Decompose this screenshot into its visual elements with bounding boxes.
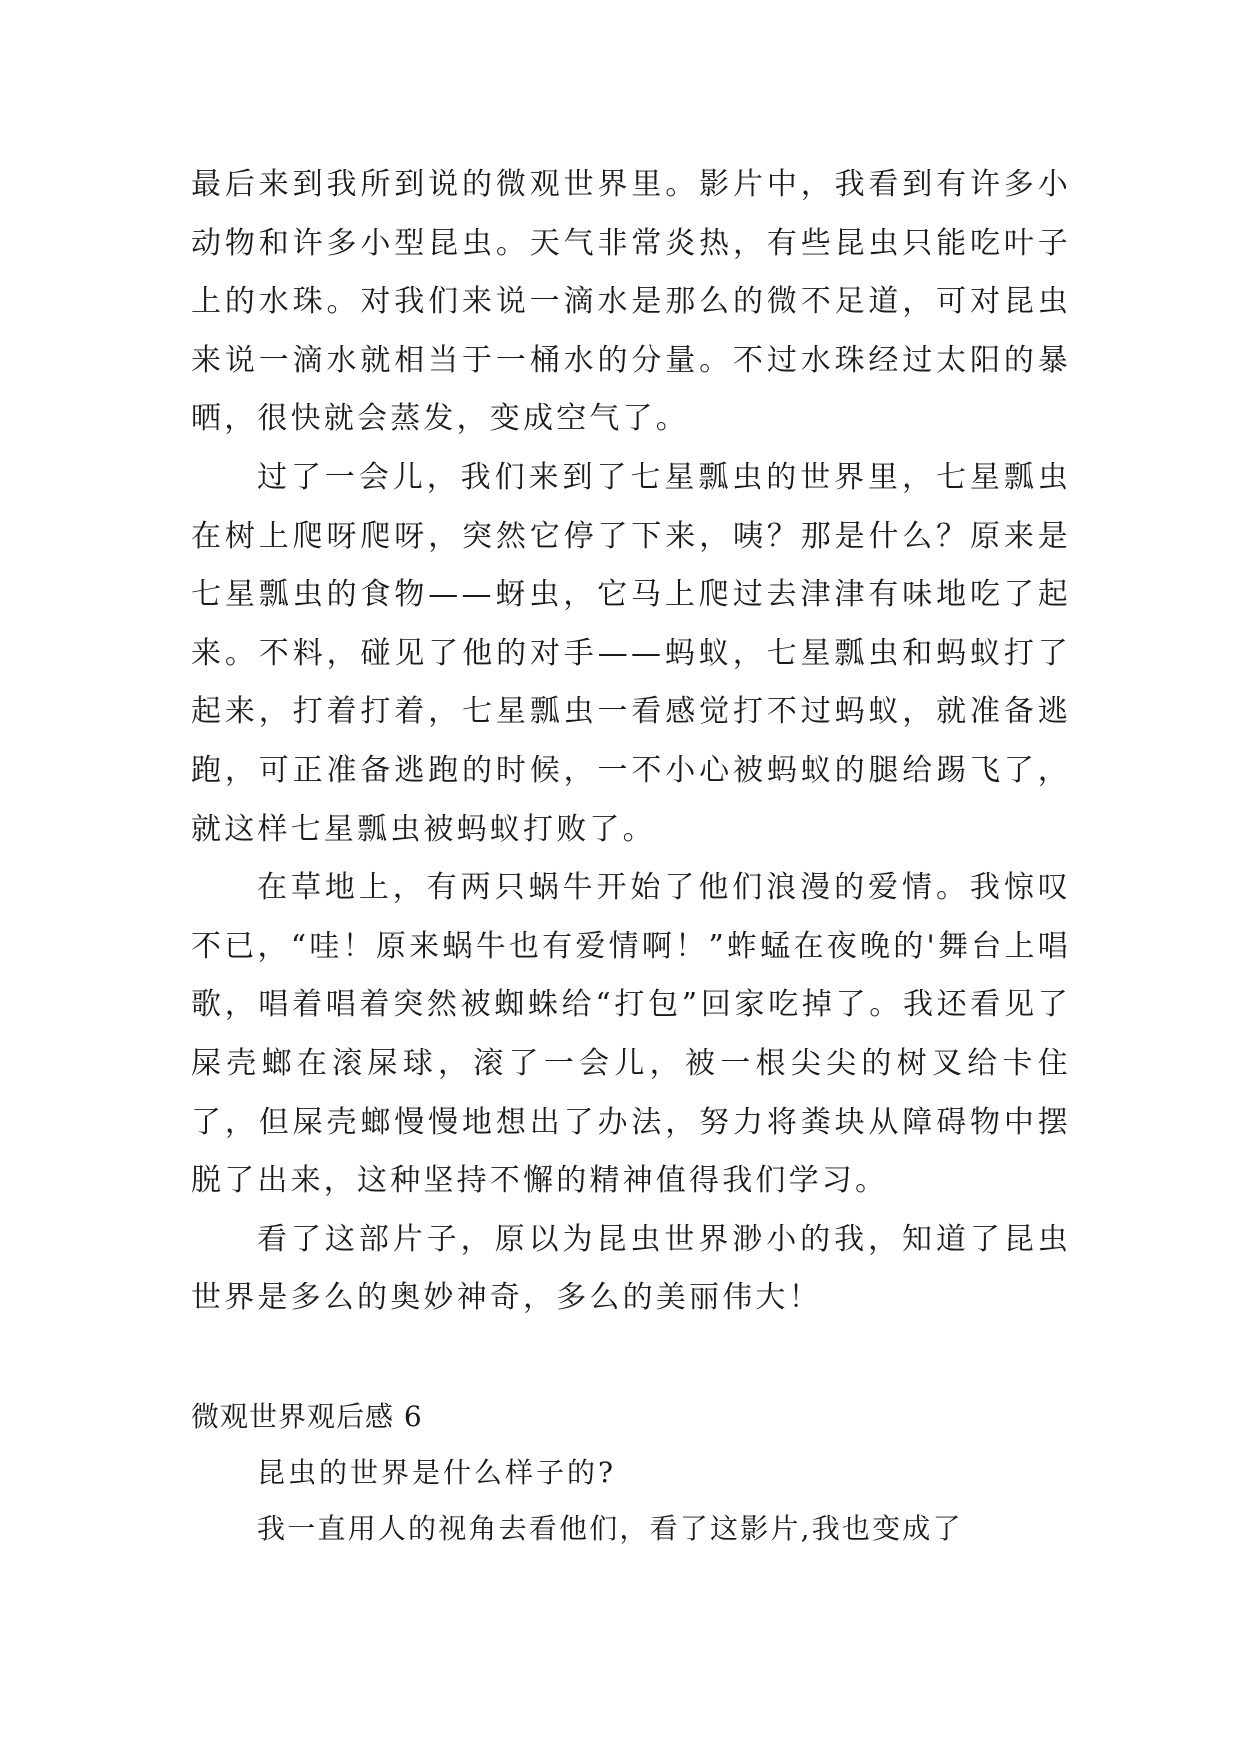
section-line-1: 昆虫的世界是什么样子的? [257,1456,617,1489]
next-essay-section [191,1389,1071,1557]
paragraph-3: 在草地上，有两只蜗牛开始了他们浪漫的爱情。我惊叹不已，“哇！原来蜗牛也有爱情啊！”蚱蜢在夜晚的'舞台上唱歌，唱着唱着突然被蜘蛛给“打包”回家吃掉了。我还看见了屎壳螂在滚屎球，滚了一会儿，被一根尖尖的树叉给卡住了，但屎壳螂慢慢地想出了办法，努力将粪块从障碍物中摆脱了出来，这种坚持不懈的精神值得我们学习。 [191,870,1071,1199]
paragraph-4: 看了这部片子，原以为昆虫世界渺小的我，知道了昆虫世界是多么的奥妙神奇，多么的美丽伟大！ [191,1221,1071,1316]
section-title: 微观世界观后感 6 [191,1400,423,1433]
essay-body [191,156,1071,1328]
paragraph-2: 过了一会儿，我们来到了七星瓢虫的世界里，七星瓢虫在树上爬呀爬呀，突然它停了下来，咦？那是什么？原来是七星瓢虫的食物——蚜虫，它马上爬过去津津有味地吃了起来。不料，碰见了他的对手——蚂蚁，七星瓢虫和蚂蚁打了起来，打着打着，七星瓢虫一看感觉打不过蚂蚁，就准备逃跑，可正准备逃跑的时候，一不小心被蚂蚁的腿给踢飞了，就这样七星瓢虫被蚂蚁打败了。 [191,459,1071,847]
section-line-2: 我一直用人的视角去看他们，看了这影片,我也变成了 [257,1512,963,1545]
paragraph-1: 最后来到我所到说的微观世界里。影片中，我看到有许多小动物和许多小型昆虫。天气非常炎热，有些昆虫只能吃叶子上的水珠。对我们来说一滴水是那么的微不足道，可对昆虫来说一滴水就相当于一桶水的分量。不过水珠经过太阳的暴晒，很快就会蒸发，变成空气了。 [191,167,1071,437]
